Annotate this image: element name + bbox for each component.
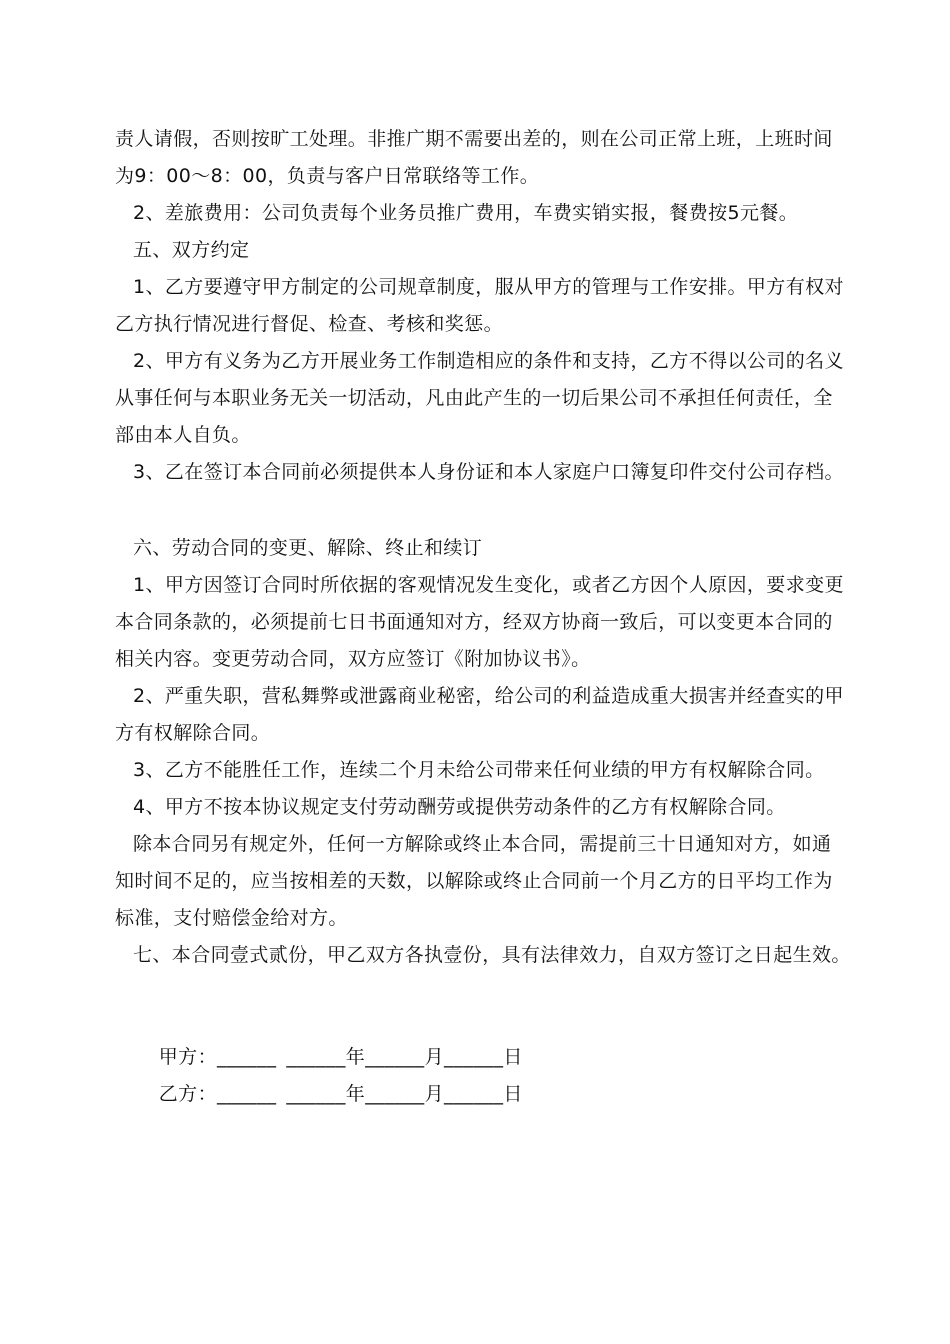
year-label: 年 [345,1083,366,1105]
body-line: 相关内容。变更劳动合同，双方应签订《附加协议书》。 [115,648,591,670]
body-line: 标准，支付赔偿金给对方。 [115,907,348,929]
body-line: 知时间不足的，应当按相差的天数，以解除或终止合同前一个月乙方的日平均工作为 [115,870,833,892]
body-line: 部由本人自负。 [115,424,251,446]
body-line: 2、严重失职，营私舞弊或泄露商业秘密，给公司的利益造成重大损害并经查实的甲 [133,685,844,707]
body-line: 1、乙方要遵守甲方制定的公司规章制度，服从甲方的管理与工作安排。甲方有权对 [133,276,844,298]
body-line: 乙方执行情况进行督促、检查、考核和奖惩。 [115,313,504,335]
day-label: 日 [503,1046,523,1068]
body-line: 4、甲方不按本协议规定支付劳动酬劳或提供劳动条件的乙方有权解除合同。 [133,796,786,818]
month-blank: ______ [365,1046,425,1068]
month-label: 月 [424,1046,444,1068]
body-line: 方有权解除合同。 [115,722,271,744]
signature-label: 乙方： [158,1083,217,1105]
body-line: 七、本合同壹式贰份，甲乙双方各执壹份，具有法律效力，自双方签订之日起生效。 [133,944,851,966]
body-line: 3、乙方不能胜任工作，连续二个月未给公司带来任何业绩的甲方有权解除合同。 [133,759,825,781]
body-line: 3、乙在签订本合同前必须提供本人身份证和本人家庭户口簿复印件交付公司存档。 [133,461,844,483]
year-blank: ______ [286,1046,346,1068]
body-line: 2、差旅费用：公司负责每个业务员推广费用，车费实销实报，餐费按5元餐。 [133,202,799,224]
section-heading: 六、劳动合同的变更、解除、终止和续订 [133,537,483,559]
body-line: 为9：00～8：00，负责与客户日常联络等工作。 [115,165,540,187]
body-line: 从事任何与本职业务无关一切活动，凡由此产生的一切后果公司不承担任何责任，全 [115,387,833,409]
body-line: 责人请假，否则按旷工处理。非推广期不需要出差的，则在公司正常上班，上班时间 [115,128,833,150]
signature-blank: ______ [216,1083,277,1105]
body-line: 1、甲方因签订合同时所依据的客观情况发生变化，或者乙方因个人原因，要求变更 [133,574,844,596]
month-blank: ______ [365,1083,425,1105]
signature-line-party-b [133,1055,523,1133]
year-label: 年 [345,1046,366,1068]
signature-blank: ______ [216,1046,277,1068]
body-line: 除本合同另有规定外，任何一方解除或终止本合同，需提前三十日通知对方，如通 [133,833,832,855]
section-heading: 五、双方约定 [133,239,250,261]
body-line: 本合同条款的，必须提前七日书面通知对方，经双方协商一致后，可以变更本合同的 [115,611,833,633]
day-blank: ______ [444,1083,504,1105]
body-line: 2、甲方有义务为乙方开展业务工作制造相应的条件和支持，乙方不得以公司的名义 [133,350,844,372]
signature-label: 甲方： [158,1046,217,1068]
month-label: 月 [424,1083,444,1105]
day-blank: ______ [444,1046,504,1068]
day-label: 日 [503,1083,523,1105]
year-blank: ______ [286,1083,346,1105]
